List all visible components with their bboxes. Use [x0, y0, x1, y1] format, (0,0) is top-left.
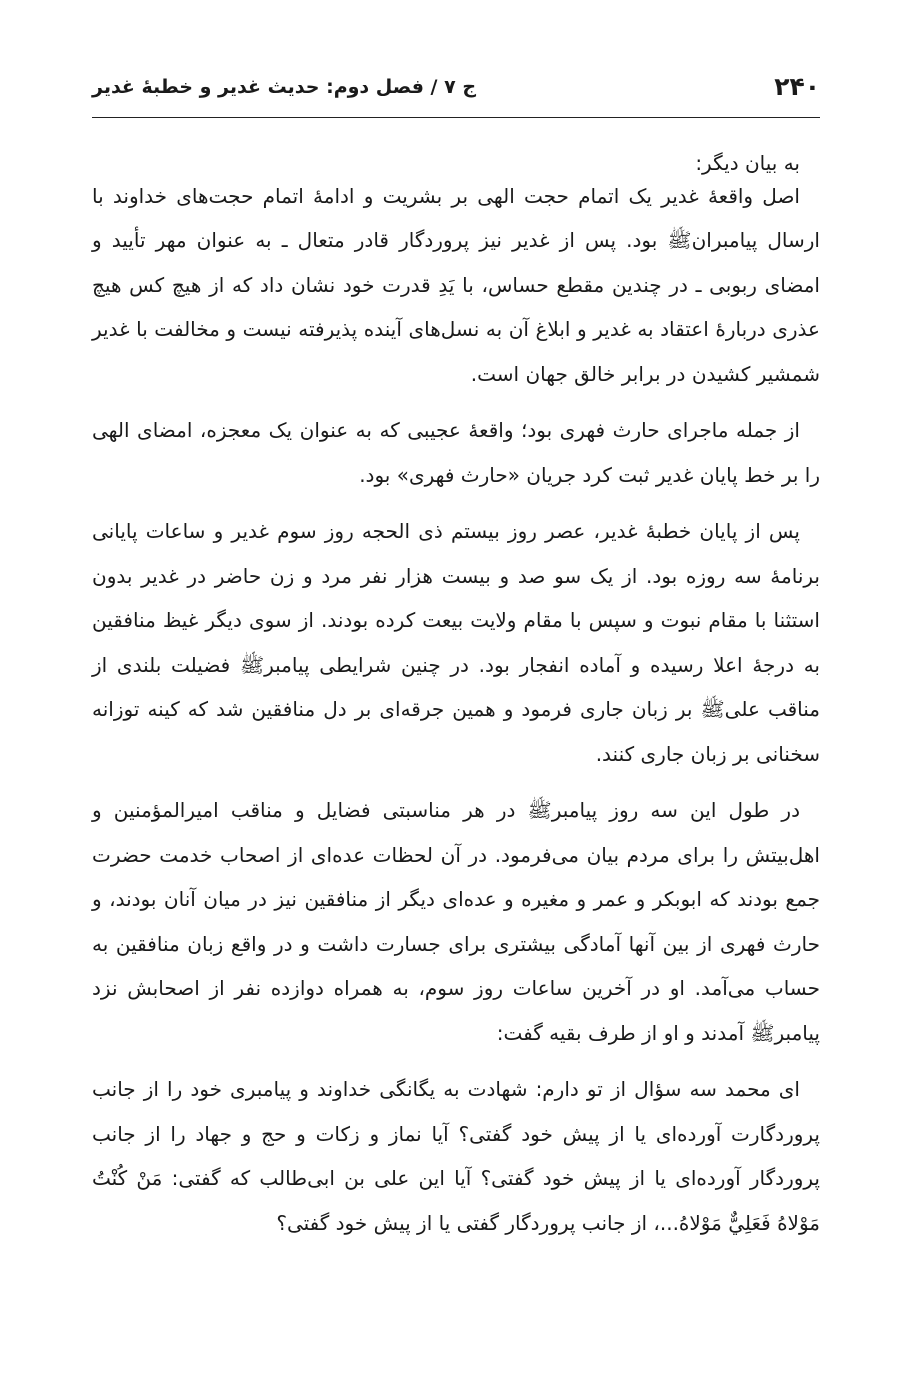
paragraph: در طول این سه روز پیامبرﷺ در هر مناسبتی فضایل و مناقب امیرالمؤمنین و اهل‌بیتش را برای مردم بیان می‌فرمود. در آن لحظات عده‌ای از اصحاب خدمت حضرت جمع بودند که ابوبکر و عمر و مغیره و عده‌ای دیگر از منافقین نیز در میان آنان بودند، و حارث فهری از بین آنها آمادگی بیشتری برای جسارت داشت و در واقع زبان منافقین به حساب می‌آمد. او در آخرین ساعات روز سوم، به همراه دوازده نفر از اصحابش نزد پیامبرﷺ آمدند و او از طرف بقیه گفت:: [92, 798, 820, 1045]
paragraph-intro: به بیان دیگر:: [695, 151, 800, 175]
paragraph: اصل واقعهٔ غدیر یک اتمام حجت الهی بر بشریت و ادامهٔ اتمام حجت‌های خداوند با ارسال پیامبرانﷺ بود. پس از غدیر نیز پروردگار قادر متعال ـ به عنوان مهر تأیید و امضای ربوبی ـ در چندین مقطع حساس، با یَدِ قدرت خود نشان داد که از هیچ کس هیچ عذری دربارهٔ اعتقاد به غدیر و ابلاغ آن به نسل‌های آینده پذیرفته نیست و مخالفت با غدیر شمشیر کشیدن در برابر خالق جهان است.: [92, 183, 820, 386]
paragraph: پس از پایان خطبهٔ غدیر، عصر روز بیستم ذی الحجه روز سوم غدیر و ساعات پایانی برنامهٔ سه روزه بود. از یک سو صد و بیست هزار نفر مرد و زن حاضر در غدیر بدون استثنا با مقام نبوت و سپس با مقام ولایت بیعت کرده بودند. از سوی دیگر غیظ منافقین به درجهٔ اعلا رسیده و آماده انفجار بود. در چنین شرایطی پیامبرﷺ فضیلت بلندی از مناقب علیﷺ بر زبان جاری فرمود و همین جرقه‌ای بر دل منافقین شد که کینه توزانه سخنانی بر زبان جاری کنند.: [92, 519, 820, 766]
paragraph: از جمله ماجرای حارث فهری بود؛ واقعهٔ عجیبی که به عنوان یک معجزه، امضای الهی را بر خط پایان غدیر ثبت کرد جریان «حارث فهری» بود.: [92, 418, 820, 487]
body-text: [92, 141, 820, 1245]
running-title: ج ۷ / فصل دوم: حديث غدير و خطبهٔ غدير: [92, 76, 477, 98]
paragraph: ای محمد سه سؤال از تو دارم: شهادت به یگانگی خداوند و پیامبری خود را از جانب پروردگارت آورده‌ای یا از پیش خود گفتی؟ آیا نماز و زکات و حج و جهاد را از جانب پروردگار آورده‌ای یا از پیش خود گفتی؟ آیا این علی بن ابی‌طالب که گفتی: مَنْ کُنْتُ مَوْلاهُ فَعَلِيٌّ مَوْلاهُ...، از جانب پروردگار گفتی یا از پیش خود گفتی؟: [92, 1077, 820, 1235]
header-divider: [92, 117, 820, 118]
page-number: ۲۴۰: [774, 72, 820, 101]
page-header: [92, 64, 820, 116]
